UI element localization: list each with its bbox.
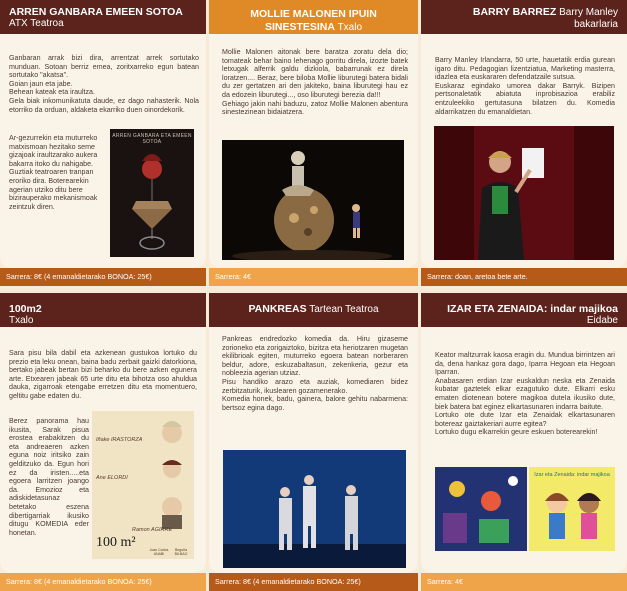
stage-photo-artwork <box>223 450 406 568</box>
poster-name: Ane ELORDI <box>96 475 128 481</box>
poster-name: Begoña BILBAO <box>174 548 188 556</box>
panel-header <box>421 293 627 327</box>
paragraph: Komedia honek, badu, gainera, balore gehitu nabarmena: bertsoz egina dago. <box>222 395 408 412</box>
panel-footer: Sarrera: 4€ <box>421 573 627 591</box>
paragraph: Goian jaun eta jabe. <box>9 79 73 88</box>
panel-description <box>222 335 408 412</box>
illustration-left <box>435 467 527 551</box>
panel-izar-zenaida <box>421 293 627 591</box>
paragraph: Barry Manley Irlandarra, 50 urte, hauetatik erdia gurean igaro ditu. Pedagogian lizentziatua, Marketing masterra, idazlea eta euskararen defendatzaile sutsua. <box>435 56 615 82</box>
panel-title: 100m2 <box>9 303 42 315</box>
panel-body <box>421 327 627 573</box>
panel-footer: Sarrera: 8€ (4 emanaldietarako BONOA: 25€) <box>0 573 206 591</box>
stage-photo-artwork <box>222 140 404 260</box>
poster-artwork <box>110 139 194 257</box>
panel-pankreas <box>209 293 418 591</box>
poster-title: Izar eta Zenaida: indar majikoa <box>534 472 610 478</box>
panel-body <box>0 34 206 268</box>
stage-photo <box>223 450 406 568</box>
side-text: Ar-gezurrekin eta muturreko matxismoan hezitako seme gizajoak iraultzarako aukera bakarra itoko du nahigabe. Guztiak teatroaren tranpan eroriko dira. Boterearekin agerian utziko ditu bere bizirauperako mekanismoak zeintzuk diren. <box>9 134 98 211</box>
panel-subtitle: ATX Teatroa <box>9 18 64 29</box>
performer-photo-artwork <box>434 126 614 260</box>
panel-title: IZAR ETA ZENAIDA: indar majikoa <box>447 303 618 315</box>
panel-subtitle: Txalo <box>337 22 363 33</box>
panel-subtitle-inline: Barry Manley <box>559 7 618 18</box>
panel-body <box>209 34 418 268</box>
panel-arren-ganbara <box>0 0 206 286</box>
panel-body <box>421 34 627 268</box>
paragraph: Lortuko ote dute Izar eta Zenaidak elkartasunaren botereaz gaiztakeriari aurre egitea? <box>435 411 615 428</box>
paragraph: Euskaraz egindako umorea dakar Barryk. Bizipen pertsonaletatik abiatuta inprobisazioa erabiliz entzuleekiko gertutasuna bilatzen du. Komedia aldarrikatzen du emanaldietan. <box>435 81 615 116</box>
paragraph: Keator maltzurrak kaosa eragin du. Mundua birrintzen ari da, dena hankaz gora dago, Iparra Hegoan eta Hegoan Iparran. <box>435 351 615 377</box>
poster-name: Iñake IRASTORZA <box>96 437 143 443</box>
panel-body <box>209 327 418 573</box>
panel-title: MOLLIE MALONEN IPUIN SINESTESINA <box>250 8 377 33</box>
poster-name: Joan Carlos ANABI <box>149 548 169 556</box>
paragraph: Gehiago jakin nahi baduzu, zatoz Mollie Malonen abentura sinestezinean bidaiatzera. <box>222 99 408 117</box>
poster-name: Ramon AGIRRE <box>132 527 173 533</box>
paragraph: Ganbaran arrak bizi dira, arrentzat arrek sortutako munduan. Sotoan berriz emea, zoritxarreko egun batean sortutako "akatsa". <box>9 54 199 80</box>
panel-header <box>0 293 206 327</box>
paragraph: Lortuko dugu elkarrekin geure eskuen boterearekin! <box>435 428 598 437</box>
illustration-right <box>529 467 615 551</box>
panel-title: ARREN GANBARA EMEEN SOTOA <box>9 6 183 18</box>
panel-100m2 <box>0 293 206 591</box>
panel-header <box>209 0 418 34</box>
panel-body <box>0 327 206 573</box>
paragraph: Gela biak inkomunikatuta daude, ez dago nahasterik. Nola etorriko da orduan, aldaketa ekarriko duen oinordekorik. <box>9 96 199 114</box>
performer-photo <box>434 126 614 260</box>
panel-header <box>421 0 627 34</box>
panel-title: BARRY BARREZ <box>472 6 557 18</box>
panel-description <box>435 56 615 116</box>
panel-barry-barrez <box>421 0 627 286</box>
panel-subtitle: Eidabe <box>586 315 618 326</box>
panel-footer: Sarrera: 4€ <box>209 268 418 286</box>
illustration-left-artwork <box>435 467 527 551</box>
panel-footer: Sarrera: doan, aretoa bete arte. <box>421 268 627 286</box>
panel-description <box>435 351 615 437</box>
poster-title: 100 m² <box>96 535 136 550</box>
panel-footer: Sarrera: 8€ (4 emanaldietarako BONOA: 25€) <box>0 268 206 286</box>
panel-subtitle: Txalo <box>9 315 34 326</box>
stage-photo <box>222 140 404 260</box>
paragraph: Behean kateak eta iraultza. <box>9 88 95 97</box>
panel-header <box>209 293 418 327</box>
paragraph: Pankreas endredozko komedia da. Hiru gizaseme zorioneko eta zorigaiztoko, bizitza eta heriotzaren mugetan ekilibrioak egiten, muturreko egoera batean norberaren beldur, adore, eskuzabaltasun, zekenkeria, gezur eta nobleezia agerian utziaz. <box>222 335 408 378</box>
panel-header <box>0 0 206 34</box>
illustration-right-artwork <box>529 479 615 551</box>
panel-description: Sara pisu bila dabil eta azkenean gustukoa lortuko du prezio eta leku onean, baina badu zerbait gaizki datorkiona, bertako jabeak bertan bizi beharko du bere azken egunera arte. Etxearen jabeak 65 urte ditu eta bihotza oso ahuldua dauka, zigarroak etengabe erretzen ditu eta momentuero, geltitu gabe edaten du. <box>9 349 197 400</box>
paragraph: Anabasaren erdian Izar euskaldun neska eta Zenaida kubatar gaztetek elkar ezagutuko dute. Elkarri esku ematen diotenean botere magikoa duteIa ikusiko dute, biek batera bat eginez elkartasunaren indarra baitute. <box>435 376 615 411</box>
panel-title: PANKREAS <box>248 303 307 315</box>
panel-mollie-malone <box>209 0 418 286</box>
panel-subtitle: bakarlaria <box>574 19 618 30</box>
panel-description <box>9 54 199 114</box>
paragraph: Mollie Malonen aitonak bere baratza zoratu dela dio; tomateak behar baino lehenago gorritu direla, izozte batek letxugak alferrik galdu dizkiola, babarrunak ez direla loratzen.... Beraz, bere biloba Mollie liburutegi batera bidali du zer gertatzen ari den jakiteko, baina liburutegi hau ez da edozein liburutegi..., oso liburutegi berezia da!!! <box>222 48 408 99</box>
panel-subtitle: Tartean Teatroa <box>309 304 379 315</box>
panel-description <box>222 48 408 117</box>
panel-footer: Sarrera: 8€ (4 emanaldietarako BONOA: 25€) <box>209 573 418 591</box>
poster-title: ARREN GANBARA ETA EMEEN SOTOA <box>112 133 192 145</box>
paragraph: Pisu handiko arazo eta auziak, komediaren bidez zerbitzaturik, ikuslearen gozamenerako. <box>222 377 408 395</box>
side-text: Berez panorama hau ikusita, Sarak pisua erostea erabakitzen du eta andreaeren azken eguna noiz iritsiko zain gelditzuko da. Egun hori ez da iristen.....eta egoera larritzen joango da. Emozioz eta adiskidetasunaz betetako eszena dibertigarriak ikusiko ditugu KOMEDIA eder honetan. <box>9 417 89 537</box>
poster-image <box>110 129 194 257</box>
poster-image <box>92 411 194 559</box>
